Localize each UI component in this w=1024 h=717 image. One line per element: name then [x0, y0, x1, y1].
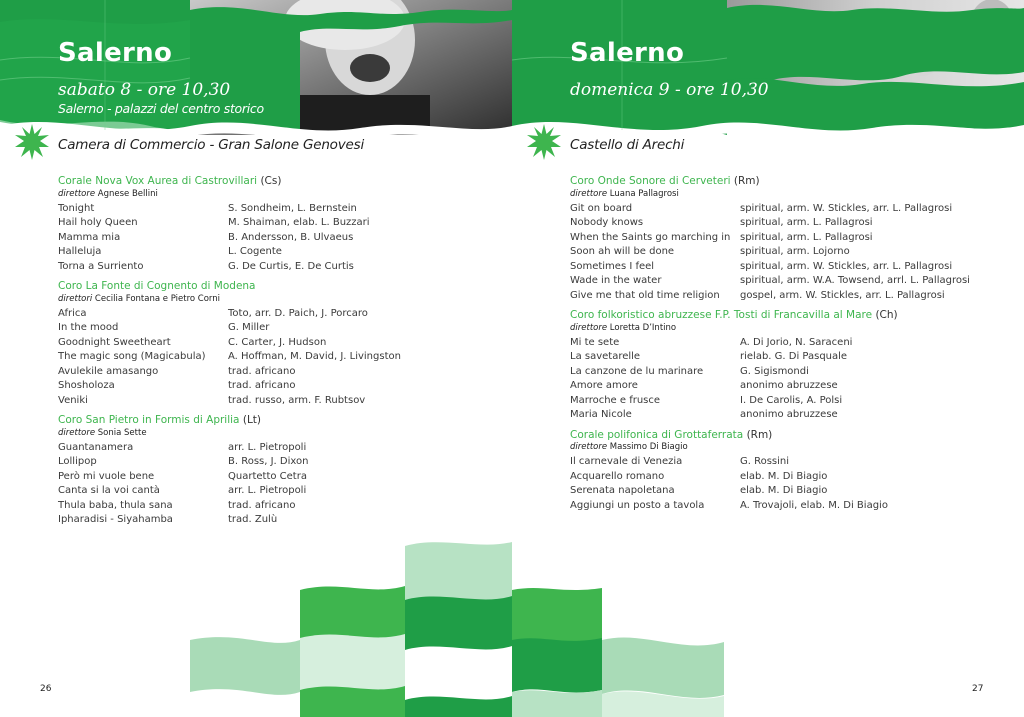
choir-block	[58, 279, 498, 408]
director: direttori Cecilia Fontana e Pietro Corni	[58, 293, 221, 304]
piece-row: Soon ah will be done spiritual, arm. Lojorno	[570, 246, 850, 257]
piece-row: Thula baba, thula sana trad. africano	[58, 499, 296, 511]
programme-list	[570, 170, 1010, 518]
director: direttore Massimo Di Biagio	[570, 442, 688, 452]
piece-row: La canzone de lu marinare G. Sigismondi	[570, 365, 809, 377]
programme-list	[58, 170, 498, 533]
choir-name: Coro folkoristico abruzzese F.P. Tosti di Francavilla al Mare (Ch)	[570, 309, 898, 321]
piece-row: Shosholoza trad. africano	[58, 380, 296, 391]
director: direttore Sonia Sette	[58, 427, 147, 438]
choir-name: Corale Nova Vox Aurea di Castrovillari (Cs)	[58, 175, 282, 187]
event-date: sabato 8 - ore 10,30	[58, 80, 231, 100]
piece-row: The magic song (Magicabula) A. Hoffman, M. David, J. Livingston	[58, 351, 401, 362]
piece-row: Mamma mia B. Andersson, B. Ulvaeus	[58, 231, 354, 243]
piece-row: Tonight S. Sondheim, L. Bernstein	[58, 202, 357, 214]
choir-name: Corale polifonica di Grottaferrata (Rm)	[570, 428, 773, 441]
choir-block	[570, 428, 1010, 514]
director: direttore Agnese Bellini	[58, 188, 158, 199]
piece-row: Maria Nicole anonimo abruzzese	[570, 409, 838, 420]
right-page	[512, 0, 1024, 717]
piece-row: Lollipop B. Ross, J. Dixon	[58, 456, 309, 467]
piece-row: Hail holy Queen M. Shaiman, elab. L. Buzzari	[58, 217, 370, 228]
event-place: Salerno - palazzi del centro storico	[58, 101, 264, 116]
city-title: Salerno	[570, 38, 685, 68]
piece-row: When the Saints go marching in spiritual, arm. L. Pallagrosi	[570, 231, 873, 243]
venue-title: Castello di Arechi	[570, 137, 685, 153]
piece-row: Ipharadisi - Siyahamba trad. Zulù	[58, 514, 278, 525]
city-title: Salerno	[58, 38, 173, 68]
piece-row: Marroche e frusce I. De Carolis, A. Polsi	[570, 394, 843, 406]
piece-row: Avulekile amasango trad. africano	[58, 365, 296, 377]
event-date: domenica 9 - ore 10,30	[570, 80, 769, 100]
piece-row: Halleluja L. Cogente	[58, 246, 282, 257]
choir-block	[570, 308, 1010, 423]
piece-row: Sometimes I feel spiritual, arm. W. Stickles, arr. L. Pallagrosi	[570, 260, 953, 272]
piece-row: Acquarello romano elab. M. Di Biagio	[570, 470, 828, 482]
piece-row: Wade in the water spiritual, arm. W.A. Towsend, arrl. L. Pallagrosi	[570, 275, 970, 286]
director: direttore Loretta D’Intino	[570, 322, 677, 333]
choir-block	[58, 413, 498, 528]
piece-row: Veniki trad. russo, arm. F. Rubtsov	[58, 394, 366, 406]
choir-name: Coro La Fonte di Cognento di Modena	[58, 280, 256, 292]
piece-row: Aggiungi un posto a tavola A. Trovajoli, elab. M. Di Biagio	[570, 499, 888, 511]
piece-row: Guantanamera arr. L. Pietropoli	[58, 441, 307, 453]
piece-row: Il carnevale di Venezia G. Rossini	[570, 456, 790, 467]
venue-title: Camera di Commercio - Gran Salone Genovesi	[58, 137, 365, 153]
wave-decoration	[512, 530, 1024, 717]
starburst-icon	[14, 124, 50, 164]
page-number: 27	[972, 684, 984, 694]
piece-row: In the mood G. Miller	[58, 322, 270, 333]
piece-row: Git on board spiritual, arm. W. Stickles, arr. L. Pallagrosi	[570, 202, 953, 214]
choir-name: Coro Onde Sonore di Cerveteri (Rm)	[570, 175, 760, 187]
piece-row: Serenata napoletana elab. M. Di Biagio	[570, 485, 828, 496]
starburst-icon	[526, 124, 562, 164]
choir-block	[570, 174, 1010, 303]
piece-row: Goodnight Sweetheart C. Carter, J. Hudson	[58, 336, 327, 348]
piece-row: Torna a Surriento G. De Curtis, E. De Curtis	[58, 260, 354, 272]
director: direttore Luana Pallagrosi	[570, 188, 679, 199]
choir-name: Coro San Pietro in Formis di Aprilia (Lt)	[58, 414, 262, 426]
wave-decoration	[0, 530, 512, 717]
piece-row: Nobody knows spiritual, arm. L. Pallagrosi	[570, 217, 873, 228]
piece-row: Give me that old time religion gospel, arm. W. Stickles, arr. L. Pallagrosi	[570, 289, 945, 301]
piece-row: La savetarelle rielab. G. Di Pasquale	[570, 351, 848, 362]
choir-block	[58, 174, 498, 274]
piece-row: Africa Toto, arr. D. Paich, J. Porcaro	[58, 307, 368, 319]
piece-row: Mi te sete A. Di Jorio, N. Saraceni	[570, 336, 853, 348]
piece-row: Però mi vuole bene Quartetto Cetra	[58, 470, 307, 482]
piece-row: Amore amore anonimo abruzzese	[570, 380, 838, 391]
piece-row: Canta si la voi cantà arr. L. Pietropoli	[58, 485, 307, 496]
page-number: 26	[40, 684, 52, 694]
